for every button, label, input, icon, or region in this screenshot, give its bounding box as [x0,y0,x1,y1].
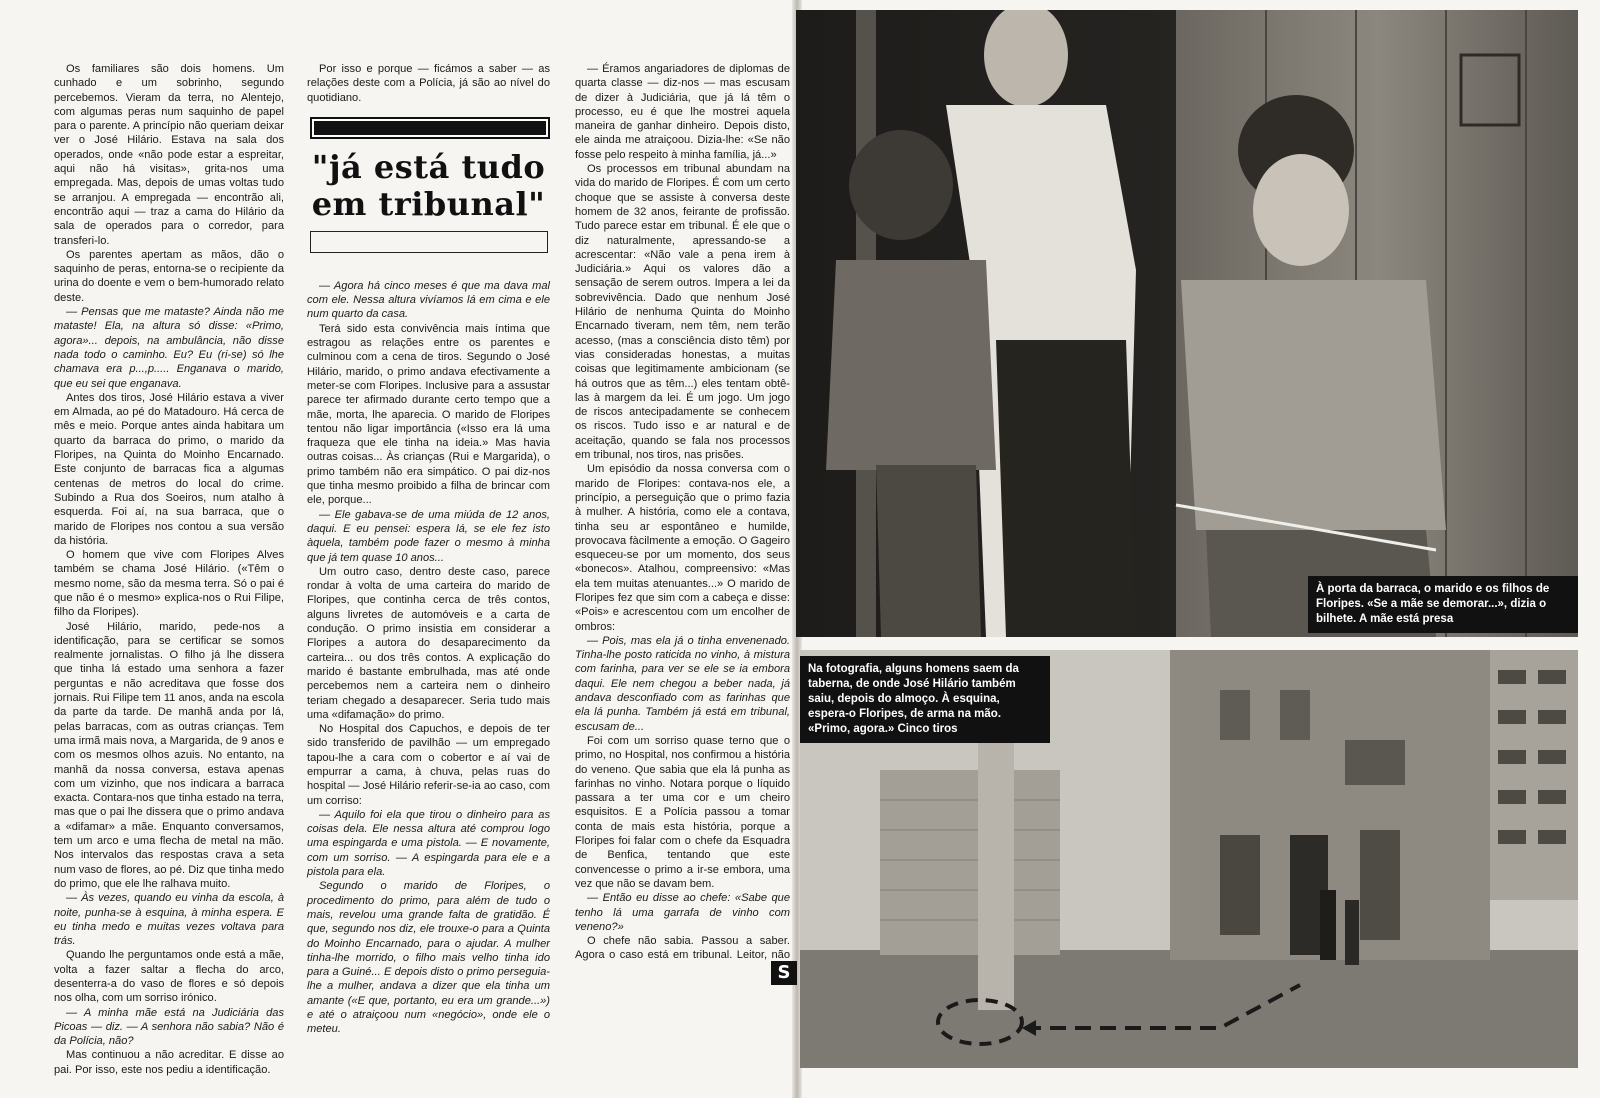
article-paragraph: — Às vezes, quando eu vinha da escola, à noite, punha-se à esquina, à minha espera. E eu tinha medo e muitas vezes voltava para trás. [54,892,284,948]
article-paragraph: Os parentes apertam as mãos, dão o saquinho de peras, entorna-se o recipiente da urina do doente e vem o bem-humorado relato deste. [54,248,284,304]
article-paragraph: O homem que vive com Floripes Alves também se chama José Hilário. («Têm o mesmo nome, são da mesma terra. Só o pai é que não é o mesmo» explica-nos o Rui Filipe, filho da Floripes). [54,549,284,619]
article-paragraph: Mas continuou a não acreditar. E disse ao pai. Por isso, este nos pediu a identificação. [54,1049,284,1076]
article-paragraph: Antes dos tiros, José Hilário estava a viver em Almada, ao pé do Matadouro. Há cerca de mês e meio. Porque antes ainda habitara um quarto da barraca do primo, o marido da Floripes, na Quinta do Moinho Encarnado. Este conjunto de barracas fica a algumas centenas de metros do local do crime. Subindo a Rua dos Soeiros, num atalho à esquerda. Foi aí, na sua barraca, que o marido de Floripes nos contou a sua versão da história. [54,391,284,547]
article-paragraph: Um outro caso, dentro deste caso, parece rondar à volta de uma carteira do marido de Floripes, que continha cerca de três contos, alguns livretes de automóveis e a carta de condução. O primo insistia em considerar a Floripes a autora do desaparecimento da carteira... ou dos três contos. A explicação do marido é bastante embrulhada, mas até onde percebemos nem a carteira nem o dinheiro teriam chegado a desaparecer. Seria tudo mais uma «difamação» do primo. [307,565,550,721]
article-paragraph: — A minha mãe está na Judiciária das Picoas — diz. — A senhora não sabia? Não é da Polícia, não? [54,1006,284,1048]
photo-family-at-door [796,10,1578,637]
article-paragraph: No Hospital dos Capuchos, e depois de ter sido transferido de pavilhão — um empregado tapou-lhe a cara com o cobertor e aí vai de empurrar a cama, à chuva, pelas ruas do hospital — José Hilário referir-se-ia ao caso, com um corriso: [307,723,550,807]
column-2-intro [307,62,550,105]
article-paragraph: — Pensas que me mataste? Ainda não me mataste! Ela, na altura só disse: «Primo, agora»... depois, na ambulância, não disse nada todo o caminho. Eu? Eu (ri-se) só lhe chamava era p...,p..... Enganava o marido, que eu sei que enganava. [54,306,284,390]
article-paragraph: — Pois, mas ela já o tinha envenenado. Tinha-lhe posto raticida no vinho, à mistura com farinha, para ver se ele se ia embora daqui. Ele nem chegou a beber nada, já andava desconfiado com as farinhas que ela lá punha. Também já está em tribunal, escusam de... [575,634,790,733]
article-paragraph: Por isso e porque — ficámos a saber — as relações deste com a Polícia, já são ao nível do quotidiano. [307,63,550,104]
text-column-3 [575,62,790,962]
headline-top-rule [310,117,550,139]
article-paragraph: O chefe não sabia. Passou a saber. Agora o caso está em tribunal. Leitor, não [575,935,790,962]
article-paragraph: Quando lhe perguntamos onde está a mãe, volta a fazer saltar a flecha do arco, desenterra-a do vaso de flores e só depois nos olha, com um sorriso irónico. [54,949,284,1005]
article-paragraph: Os familiares são dois homens. Um cunhado e um sobrinho, segundo percebemos. Vieram da terra, no Alentejo, com algumas peras num saquinho de papel para o parente. A princípio não queriam deixar ver o José Hilário. Estava na sala dos operados, onde «não pode estar a espreitar, aqui não há visitas», grita-nos uma empregada. Mas, depois de umas voltas tudo se arranjou. A empregada — encontrão ali, encontrão aqui — traz a cama do Hilário da sala de operados para o corredor, para transferi-lo. [54,63,284,247]
article-paragraph: Terá sido esta convivência mais íntima que estragou as relações entre os parentes e culminou com a cena de tiros. Segundo o José Hilário, marido, o primo andava efectivamente a meter-se com Floripes. Inclusive para a assustar parece ter afirmado durante certo tempo que a mãe, morta, lhe aparecia. O marido de Floripes tentou não ligar importância («Isso era lá uma fraqueza que ele tinha na ideia.» Mas havia outras coisas... Às crianças (Rui e Margarida), o primo também não era simpático. O pai diz-nos que tinha mesmo proibido a filha de brincar com ele, porque... [307,322,550,507]
text-column-1 [54,62,284,1077]
magazine-logo: S [771,961,797,985]
article-paragraph: José Hilário, marido, pede-nos a identificação, para se certificar se somos realmente jornalistas. O filho já lhe dissera que tinha lá estado uma senhora a fazer perguntas e não acreditava que fosse dos jornais. Rui Filipe tem 11 anos, anda na escola da parte da tarde. De manhã anda por lá, pelas barracas, com as outras crianças. Tem uma irmã mais nova, a Margarida, de 9 anos e com os mesmos olhos azuis. No entanto, na manhã da nossa conversa, estava apenas com um vizinho, que nos indicara a barraca exacta. Contara-nos que tinha estado na terra, mas que o pai lhe dissera que o primo andava a «difamar» a mãe. Enquanto conversamos, tem um arco e uma flecha de metal na mão. Nos intervalos das respostas crava a seta num vaso de flores, ao pé. Diz que tinha medo do primo, que ele lhe ralhava muito. [54,620,284,890]
photo-family-graphic [796,10,1578,637]
article-paragraph: — Aquilo foi ela que tirou o dinheiro para as coisas dela. Ele nessa altura até comprou logo uma espingarda e uma pistola. — E novamente, com um sorriso. — A espingarda para ele e a pistola para ela. [307,808,550,879]
photo-top-caption: À porta da barraca, o marido e os filhos de Floripes. «Se a mãe se demorar...», dizia o bilhete. A mãe está presa [1308,576,1578,633]
photo-bottom-caption: Na fotografia, alguns homens saem da taberna, de onde José Hilário também saiu, depois do almoço. À esquina, espera-o Floripes, de arma na mão. «Primo, agora.» Cinco tiros [800,656,1050,743]
article-paragraph: Um episódio da nossa conversa com o marido de Floripes: contava-nos ele, a princípio, a perseguição que o primo fazia à mulher. A história, como ele a contava, tinha seu ar espontâneo e humilde, provocava fàcilmente a emoção. O Gageiro esqueceu-se por um momento, dos seus «bonecos». Atalhou, compreensivo: «Mas ela tem muitas atenuantes...» O marido de Floripes fez que sim com a cabeça e disse: «Pois» e acrescentou com um encolher de ombros: [575,463,790,633]
article-paragraph: — Ele gabava-se de uma miúda de 12 anos, daqui. E eu pensei: espera lá, se ele fez isto àquela, também pode fazer o mesmo à minha que já tem quase 10 anos... [307,508,550,564]
article-paragraph: Segundo o marido de Floripes, o procedimento do primo, para além de tudo o mais, revelou uma grande falta de gratidão. É que, segundo nos diz, ele trouxe-o para a Quinta do Moinho Encarnado, para o ajudar. A mulher tinha-lhe morrido, o filho mais velho tinha ido para a Guiné... E depois disto o primo perseguia-lhe a mulher, andava a dizer que ela tinha um amante («E que, portanto, eu era um grande...») e até o atraiçoou num «negócio», onde ele o meteu. [307,880,550,1036]
headline: "já está tudo em tribunal" [311,147,546,223]
article-paragraph: — Agora há cinco meses é que ma dava mal com ele. Nessa altura vivíamos lá em cima e ele num quarto da casa. [307,279,550,321]
article-paragraph: Foi com um sorriso quase terno que o primo, no Hospital, nos confirmou a história do veneno. Que sabia que ela lá punha as farinhas no vinho. Notara porque o líquido passara a ter uma cor e um cheiro esquisitos. E a Polícia passou a tomar conta de mais esta história, porque a Floripes foi falar com o chefe da Esquadra de Benfica, tentando que este convencesse o primo a ir-se embora, uma vez que não se davam bem. [575,734,790,890]
text-column-2 [307,62,550,1037]
article-paragraph: — Então eu disse ao chefe: «Sabe que tenho lá uma garrafa de vinho com veneno?» [575,892,790,933]
article-paragraph: Os processos em tribunal abundam na vida do marido de Floripes. É com um certo choque que se assiste à conversa deste homem de 32 anos, feirante de profissão. Tudo parece estar em tribunal. É ele que o diz naturalmente, apressando-se a acrescentar: «Não vale a pena irem à Judiciária.» Aqui os valores dão a sensação de serem outros. Impera a lei da sobrevivência. Dado que nenhum José Hilário de nenhuma Quinta do Moinho Encarnado tiveram, nem têm, nem terão acesso, (mas a consciência disto têm) por vias consideradas honestas, a muitas coisas que legitimamente ambicionam (se há outros que as têm...) eles tentam obtê-las à margem da lei. É um jogo. Um jogo de riscos antecipadamente se conhecem os riscos. Tudo isso e ar natural e de aceitação, quando se fala nos processos em tribunal, nos tiros, nas prisões. [575,163,790,462]
headline-bottom-rule [310,231,548,253]
column-2-body [307,279,550,1037]
article-paragraph: — Éramos angariadores de diplomas de quarta classe — diz-nos — mas escusam de dizer à Judiciária, que já lá têm o processo, eu é que lhe mostrei aquela maneira de ganhar dinheiro. Depois disto, ele ainda me atraiçoou. Dizia-lhe: «Se não fosse pelo respeito à minha família, já...» [575,63,790,161]
